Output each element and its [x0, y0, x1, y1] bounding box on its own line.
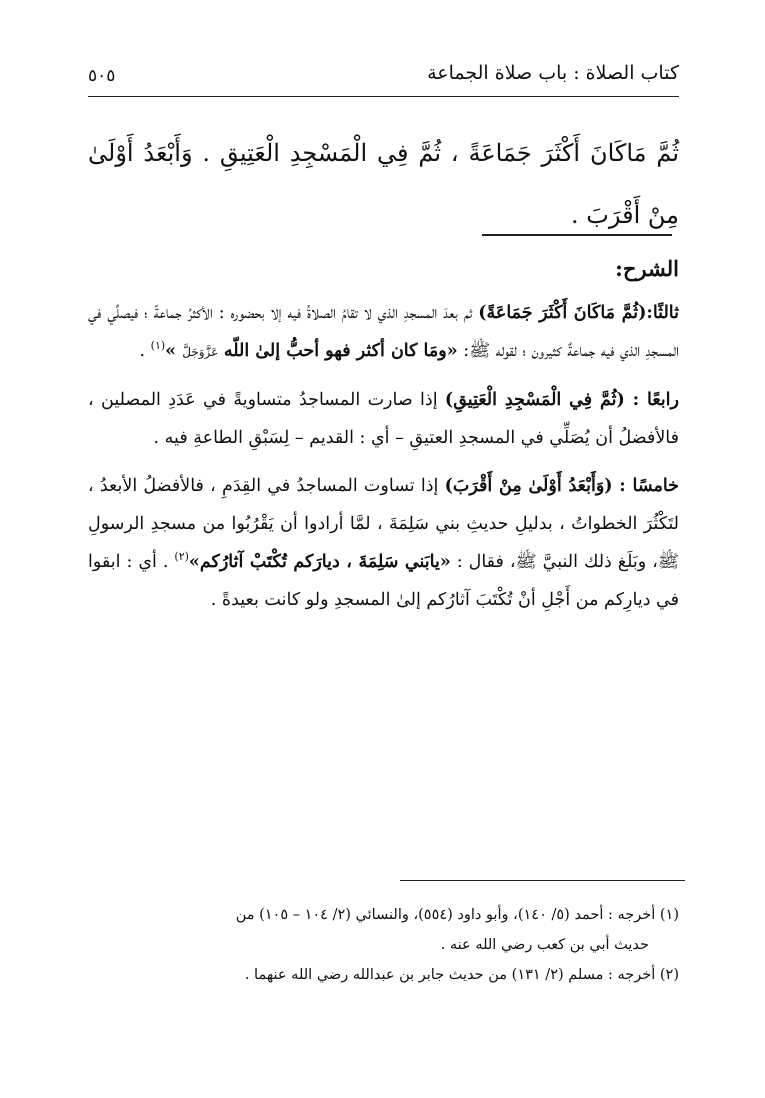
- sharh-heading: الشرح:: [615, 256, 679, 281]
- paragraph-fourth: [88, 381, 679, 457]
- ordinal-label: ثالثًا: [652, 303, 679, 323]
- matn-text: ثُمَّ مَاكَانَ أَكْثَرَ جَمَاعَةً ، ثُمَّ فِي الْمَسْجِدِ الْعَتِيقِ . وَأَبْعَدُ أَوْلَىٰ مِنْ أَقْرَبَ .: [88, 139, 679, 229]
- footnote-divider: [400, 880, 685, 881]
- paragraph-end: .: [139, 341, 151, 361]
- paragraph-gap: [88, 371, 679, 381]
- footnote-1: (١) أخرجه : أحمد (٥/ ١٤٠)، وأبو داود (٥٥٤)، والنسائي (٢/ ١٠٤ – ١٠٥) من: [235, 907, 679, 923]
- matn-divider: [482, 234, 672, 236]
- footnote-ref[interactable]: (٢): [174, 550, 189, 564]
- ordinal-label: رابعًا: [647, 390, 679, 410]
- page-number: ٥٠٥: [88, 66, 116, 86]
- paragraph-text: ثم بعدَ المسجدِ الذي لا تقامُ الصلاةُ فيه إلا بحضوره : الأكثرُ جماعةً ؛ فيصلِّي في المسجدِ الذي فيه جماعةٌ كثيرون ؛ لقوله ﷺ:: [88, 303, 679, 361]
- paragraph-text: إذا صارت المساجدُ متساويةً في عَدَدِ المصلين ، فالأفضلُ أن يُصَلِّي في المسجدِ العتيقِ – أي : القديم – لِسَبْقِ الطاعةِ فيه .: [88, 390, 679, 448]
- hadith-quote: «ومَا كان أكثر فهو أحبُّ إلىٰ اللّه: [223, 341, 458, 361]
- paragraph-text: إذا تساوت المساجدُ في القِدَمِ ، فالأفضلُ الأبعدُ ، لتَكْثُرَ الخطواتُ ، بدليلِ حديثِ بني سَلِمَةَ ، لمَّا أرادوا أن يَقْرُبُوا من مسجدِ الرسولِ ﷺ، وبَلَغ ذلك النبيَّ ﷺ، فقال :: [88, 476, 679, 572]
- footnote-2: (٢) أخرجه : مسلم (٢/ ١٣١) من حديث جابر بن عبدالله رضي الله عنهما .: [244, 967, 679, 983]
- commentary: [88, 250, 679, 619]
- paragraph-text: . أي : ابقوا في ديارِكم من أَجْلِ أنْ تُكْتَبَ آثارُكم إلىٰ المسجدِ ولو كانت بعيدةً .: [88, 552, 679, 610]
- page-header: [88, 52, 679, 97]
- paragraph-fifth: [88, 467, 679, 619]
- paragraph-gap: [88, 457, 679, 467]
- footnote-ref[interactable]: (١): [150, 339, 166, 353]
- matn-quote: : (ثُمَّ فِي الْمَسْجِدِ الْعَتِيقِ): [444, 390, 648, 410]
- footnote-1-continued: حديث أبي بن كعب رضي الله عنه .: [440, 937, 649, 953]
- ordinal-label: خامسًا: [632, 476, 679, 496]
- matn-quote: : (وَأَبْعَدُ أَوْلَىٰ مِنْ أَقْرَبَ): [444, 476, 633, 496]
- hadith-close: »: [165, 341, 183, 361]
- hadith-quote: «يابَني سَلِمَةَ ، ديارَكم تُكْتَبْ آثارُكم»: [188, 552, 451, 572]
- footnotes: [88, 900, 679, 990]
- running-title: كتاب الصلاة : باب صلاة الجماعة: [427, 62, 679, 84]
- paragraph-third: [88, 294, 679, 371]
- honorific: عَزَّوَجَلَّ: [182, 345, 219, 359]
- matn-quote: :(ثُمَّ مَاكَانَ أَكْثَرَ جَمَاعَةً): [478, 303, 653, 323]
